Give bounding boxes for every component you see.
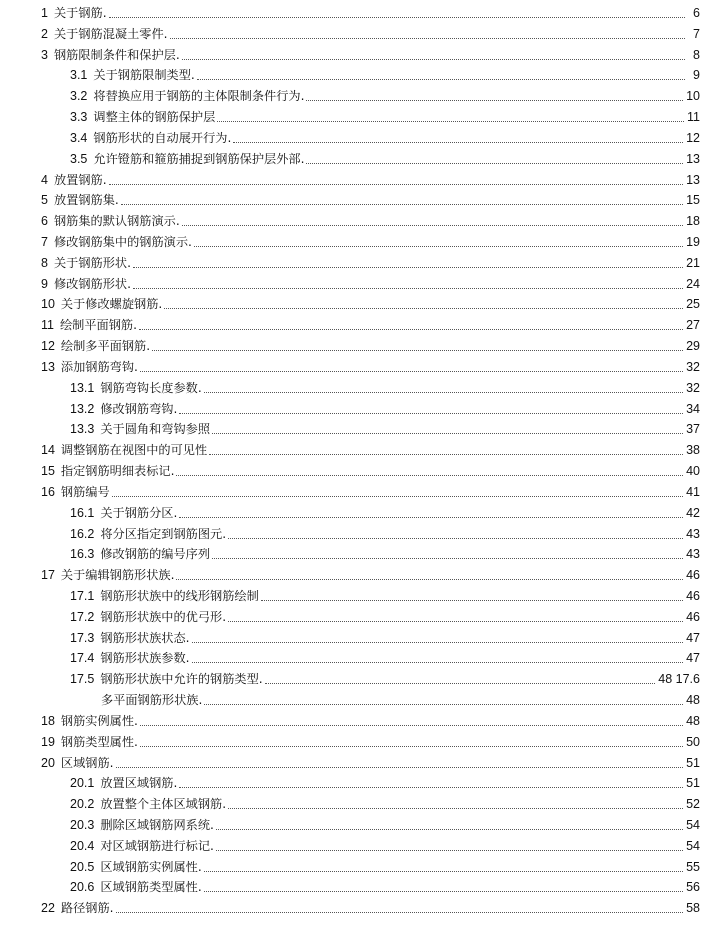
toc-dot-leader	[179, 786, 683, 788]
toc-entry[interactable]	[0, 626, 728, 646]
toc-entry-number: 17.2	[70, 609, 95, 624]
toc-entry[interactable]	[0, 646, 728, 666]
toc-entry[interactable]	[0, 313, 728, 333]
toc-entry-page: 55	[686, 859, 700, 874]
toc-entry-number: 17.1	[70, 588, 95, 603]
toc-dot-leader	[109, 16, 685, 18]
toc-entry-title: 绘制多平面钢筋.	[60, 339, 151, 354]
toc-entry[interactable]	[0, 813, 728, 833]
toc-entry[interactable]	[0, 84, 728, 104]
toc-entry-page: 54	[686, 838, 700, 853]
toc-entry-number: 14	[41, 443, 55, 458]
toc-entry-page: 46	[686, 588, 700, 603]
toc-entry-title: 关于钢筋限制类型.	[93, 68, 195, 83]
toc-entry-number: 22	[41, 901, 55, 916]
toc-entry-page: 43	[686, 547, 700, 562]
toc-entry-title: 修改钢筋的编号序列	[100, 547, 211, 562]
toc-dot-leader	[170, 37, 685, 39]
toc-entry-number: 16.3	[70, 547, 95, 562]
toc-entry-number: 2	[41, 26, 48, 41]
toc-entry-title: 钢筋编号	[60, 484, 110, 499]
toc-dot-leader	[212, 432, 683, 434]
toc-entry-number: 7	[41, 235, 48, 250]
toc-dot-leader	[176, 578, 683, 580]
toc-dot-leader	[192, 661, 684, 663]
toc-entry[interactable]	[0, 292, 728, 312]
toc-entry[interactable]	[0, 563, 728, 583]
toc-entry-number: 20.5	[70, 859, 95, 874]
toc-entry-page: 51	[686, 776, 700, 791]
toc-entry-page: 25	[686, 297, 700, 312]
toc-dot-leader	[217, 120, 684, 122]
toc-entry-page: 48	[686, 713, 700, 728]
toc-entry-title: 关于钢筋.	[53, 6, 107, 20]
toc-entry-title: 关于圆角和弯钩参照	[100, 422, 211, 437]
toc-entry-title: 放置钢筋.	[53, 172, 107, 187]
toc-entry[interactable]	[0, 105, 728, 125]
toc-dot-leader	[204, 391, 683, 393]
toc-entry-title: 删除区域钢筋网系统.	[100, 817, 214, 832]
toc-entry[interactable]	[0, 147, 728, 167]
toc-entry-title: 区域钢筋实例属性.	[100, 859, 202, 874]
toc-entry-page: 18	[686, 214, 700, 229]
toc-entry[interactable]	[0, 709, 728, 729]
toc-entry-number: 18	[41, 713, 55, 728]
toc-entry-page: 47	[686, 651, 700, 666]
toc-dot-leader	[179, 516, 683, 518]
toc-entry-title: 路径钢筋.	[60, 901, 114, 916]
toc-entry-number: 16	[41, 484, 55, 499]
toc-entry-page: 48 17.6	[658, 672, 700, 687]
toc-dot-leader	[228, 620, 683, 622]
toc-entry-page: 29	[686, 339, 700, 354]
toc-dot-leader	[139, 328, 683, 330]
toc-dot-leader	[116, 766, 684, 768]
toc-entry-page: 42	[686, 505, 700, 520]
toc-entry-number: 20	[41, 755, 55, 770]
toc-entry-title: 修改钢筋集中的钢筋演示.	[53, 235, 192, 250]
toc-dot-leader	[204, 890, 683, 892]
toc-dot-leader	[121, 203, 683, 205]
toc-dot-leader	[228, 537, 683, 539]
toc-entry[interactable]	[0, 730, 728, 750]
toc-entry-page: 24	[686, 276, 700, 291]
toc-entry-number: 20.2	[70, 797, 95, 812]
toc-entry-number: 6	[41, 214, 48, 229]
toc-entry[interactable]	[0, 459, 728, 479]
toc-entry-number: 20.4	[70, 838, 95, 853]
toc-dot-leader	[209, 453, 683, 455]
toc-entry-number: 13	[41, 359, 55, 374]
toc-entry-page: 40	[686, 464, 700, 479]
toc-dot-leader	[152, 349, 683, 351]
toc-entry[interactable]	[0, 417, 728, 437]
toc-entry[interactable]	[0, 272, 728, 292]
toc-entry-page: 32	[686, 359, 700, 374]
toc-entry-title: 区域钢筋类型属性.	[100, 880, 202, 895]
toc-entry-number: 20.1	[70, 776, 95, 791]
toc-dot-leader	[261, 599, 683, 601]
toc-entry[interactable]	[0, 251, 728, 271]
toc-entry-page: 46	[686, 568, 700, 583]
toc-entry-number: 1	[41, 6, 48, 20]
toc-entry[interactable]	[0, 209, 728, 229]
toc-entry-title: 关于钢筋形状.	[53, 255, 131, 270]
toc-entry[interactable]	[0, 667, 728, 687]
toc-entry-page: 32	[686, 380, 700, 395]
toc-entry-number: 8	[41, 255, 48, 270]
toc-entry-page: 43	[686, 526, 700, 541]
toc-entry-page: 13	[686, 172, 700, 187]
toc-entry-title: 关于钢筋混凝土零件.	[53, 26, 168, 41]
toc-entry-number: 17.3	[70, 630, 95, 645]
toc-entry-title: 钢筋限制条件和保护层.	[53, 47, 180, 62]
toc-entry-page: 7	[693, 26, 700, 41]
toc-entry-page: 51	[686, 755, 700, 770]
toc-entry-page: 37	[686, 422, 700, 437]
toc-entry-number: 3.5	[70, 151, 88, 166]
toc-dot-leader	[116, 911, 684, 913]
toc-dot-leader	[233, 141, 683, 143]
toc-entry[interactable]	[0, 522, 728, 542]
toc-dot-leader	[182, 58, 685, 60]
toc-dot-leader	[265, 682, 656, 684]
toc-entry-title: 调整主体的钢筋保护层	[93, 110, 216, 125]
toc-entry-number: 13.2	[70, 401, 95, 416]
toc-dot-leader	[179, 412, 683, 414]
toc-entry[interactable]	[0, 855, 728, 875]
toc-entry-title: 将分区指定到钢筋图元.	[100, 526, 227, 541]
toc-entry-number: 16.2	[70, 526, 95, 541]
toc-dot-leader	[204, 703, 683, 705]
toc-entry-title: 修改钢筋弯钩.	[100, 401, 178, 416]
toc-entry-page: 19	[686, 235, 700, 250]
toc-entry-page: 27	[686, 318, 700, 333]
toc-entry[interactable]	[0, 605, 728, 625]
toc-entry-page: 54	[686, 817, 700, 832]
toc-entry-title: 多平面钢筋形状族.	[101, 693, 203, 708]
toc-entry[interactable]	[0, 834, 728, 854]
toc-entry[interactable]	[0, 792, 728, 812]
toc-dot-leader	[133, 266, 683, 268]
toc-entry[interactable]	[0, 542, 728, 562]
toc-entry-page: 46	[686, 609, 700, 624]
toc-entry-number: 20.3	[70, 817, 95, 832]
toc-dot-leader	[228, 807, 683, 809]
toc-entry[interactable]	[0, 480, 728, 500]
toc-dot-leader	[216, 849, 683, 851]
toc-dot-leader	[194, 245, 683, 247]
toc-entry-title: 钢筋实例属性.	[60, 713, 138, 728]
toc-entry-number: 17.5	[70, 672, 95, 687]
toc-dot-leader	[112, 495, 683, 497]
toc-entry-page: 13	[686, 151, 700, 166]
toc-entry-number: 3	[41, 47, 48, 62]
toc-entry[interactable]	[0, 43, 728, 63]
toc-entry[interactable]	[0, 397, 728, 417]
toc-entry-title: 关于编辑钢筋形状族.	[60, 568, 175, 583]
toc-entry-page: 52	[686, 797, 700, 812]
toc-entry-page: 8	[693, 47, 700, 62]
toc-entry-page: 15	[686, 193, 700, 208]
toc-entry-page: 11	[687, 110, 700, 125]
toc-entry-title: 钢筋形状族中的优弓形.	[100, 609, 227, 624]
toc-entry-page: 47	[686, 630, 700, 645]
toc-entry-title: 钢筋形状的自动展开行为.	[93, 130, 232, 145]
toc-entry-number: 3.1	[70, 68, 88, 83]
toc-entry-title: 放置区域钢筋.	[100, 776, 178, 791]
toc-entry-title: 钢筋形状族中的线形钢筋绘制	[100, 588, 259, 603]
toc-entry-title: 钢筋类型属性.	[60, 734, 138, 749]
toc-entry-number: 10	[41, 297, 55, 312]
toc-entry[interactable]	[0, 751, 728, 771]
toc-entry-number: 20.6	[70, 880, 95, 895]
toc-dot-leader	[109, 183, 684, 185]
toc-entry-number: 11	[41, 318, 54, 333]
toc-dot-leader	[133, 287, 683, 289]
toc-entry[interactable]	[0, 875, 728, 895]
toc-dot-leader	[182, 224, 683, 226]
toc-dot-leader	[306, 162, 683, 164]
toc-entry[interactable]	[0, 1, 728, 21]
toc-entry-title: 关于钢筋分区.	[100, 505, 178, 520]
toc-entry-title: 绘制平面钢筋.	[59, 318, 137, 333]
toc-entry-title: 允许镫筋和箍筋捕捉到钢筋保护层外部.	[93, 151, 305, 166]
toc-entry-page: 10	[686, 89, 700, 104]
toc-dot-leader	[192, 641, 684, 643]
toc-entry-title: 对区域钢筋进行标记.	[100, 838, 214, 853]
toc-dot-leader	[197, 78, 685, 80]
toc-entry-title: 放置整个主体区域钢筋.	[100, 797, 227, 812]
toc-entry-title: 将替换应用于钢筋的主体限制条件行为.	[93, 89, 305, 104]
toc-dot-leader	[140, 745, 683, 747]
toc-dot-leader	[140, 370, 683, 372]
toc-entry[interactable]	[0, 501, 728, 521]
toc-dot-leader	[306, 99, 683, 101]
toc-entry-page: 34	[686, 401, 700, 416]
toc-entry[interactable]	[0, 355, 728, 375]
toc-entry[interactable]	[0, 334, 728, 354]
toc-entry-title: 钢筋弯钩长度参数.	[100, 380, 202, 395]
toc-entry-title: 添加钢筋弯钩.	[60, 359, 138, 374]
toc-dot-leader	[140, 724, 683, 726]
toc-entry-title: 调整钢筋在视图中的可见性	[60, 443, 208, 458]
toc-entry-title: 区域钢筋.	[60, 755, 114, 770]
toc-entry[interactable]	[0, 584, 728, 604]
toc-entry[interactable]	[0, 230, 728, 250]
toc-entry-title: 钢筋集的默认钢筋演示.	[53, 214, 180, 229]
toc-dot-leader	[216, 828, 683, 830]
toc-entry-number: 9	[41, 276, 48, 291]
toc-entry[interactable]	[0, 896, 728, 916]
toc-entry-page: 38	[686, 443, 700, 458]
toc-entry-title: 钢筋形状族状态.	[100, 630, 190, 645]
toc-entry-page: 50	[686, 734, 700, 749]
toc-dot-leader	[164, 307, 683, 309]
toc-entry-title: 钢筋形状族中允许的钢筋类型.	[100, 672, 263, 687]
toc-entry-number: 16.1	[70, 505, 95, 520]
toc-entry-number: 4	[41, 172, 48, 187]
toc-entry-number: 3.3	[70, 110, 88, 125]
toc-entry-title: 指定钢筋明细表标记.	[60, 464, 175, 479]
toc-entry-number: 5	[41, 193, 48, 208]
toc-entry-page: 9	[693, 68, 700, 83]
toc-entry-title: 修改钢筋形状.	[53, 276, 131, 291]
toc-entry-page: 48	[686, 693, 700, 708]
toc-dot-leader	[204, 870, 683, 872]
toc-entry[interactable]	[0, 63, 728, 83]
toc-entry-number: 19	[41, 734, 55, 749]
toc-entry-number: 12	[41, 339, 55, 354]
toc-entry[interactable]	[0, 688, 728, 708]
toc-entry-number: 17	[41, 568, 55, 583]
toc-entry[interactable]	[0, 188, 728, 208]
toc-entry[interactable]	[0, 22, 728, 42]
toc-entry-number: 13.1	[70, 380, 95, 395]
toc-dot-leader	[176, 474, 683, 476]
toc-entry-page: 41	[686, 484, 700, 499]
toc-entry-title: 放置钢筋集.	[53, 193, 119, 208]
toc-entry-number: 13.3	[70, 422, 95, 437]
toc-entry[interactable]	[0, 438, 728, 458]
toc-entry-page: 21	[686, 255, 700, 270]
toc-entry[interactable]	[0, 126, 728, 146]
toc-entry[interactable]	[0, 771, 728, 791]
toc-entry-title: 钢筋形状族参数.	[100, 651, 190, 666]
toc-dot-leader	[212, 557, 683, 559]
toc-entry-number: 15	[41, 464, 55, 479]
toc-entry-page: 56	[686, 880, 700, 895]
toc-entry[interactable]	[0, 376, 728, 396]
toc-entry-number: 3.4	[70, 130, 88, 145]
toc-entry-number: 17.4	[70, 651, 95, 666]
toc-entry-page: 58	[686, 901, 700, 916]
toc-entry-title: 关于修改螺旋钢筋.	[60, 297, 163, 312]
toc-entry-page: 6	[693, 6, 700, 20]
toc-entry[interactable]	[0, 168, 728, 188]
toc-entry-page: 12	[686, 130, 700, 145]
toc-entry-number: 3.2	[70, 89, 88, 104]
